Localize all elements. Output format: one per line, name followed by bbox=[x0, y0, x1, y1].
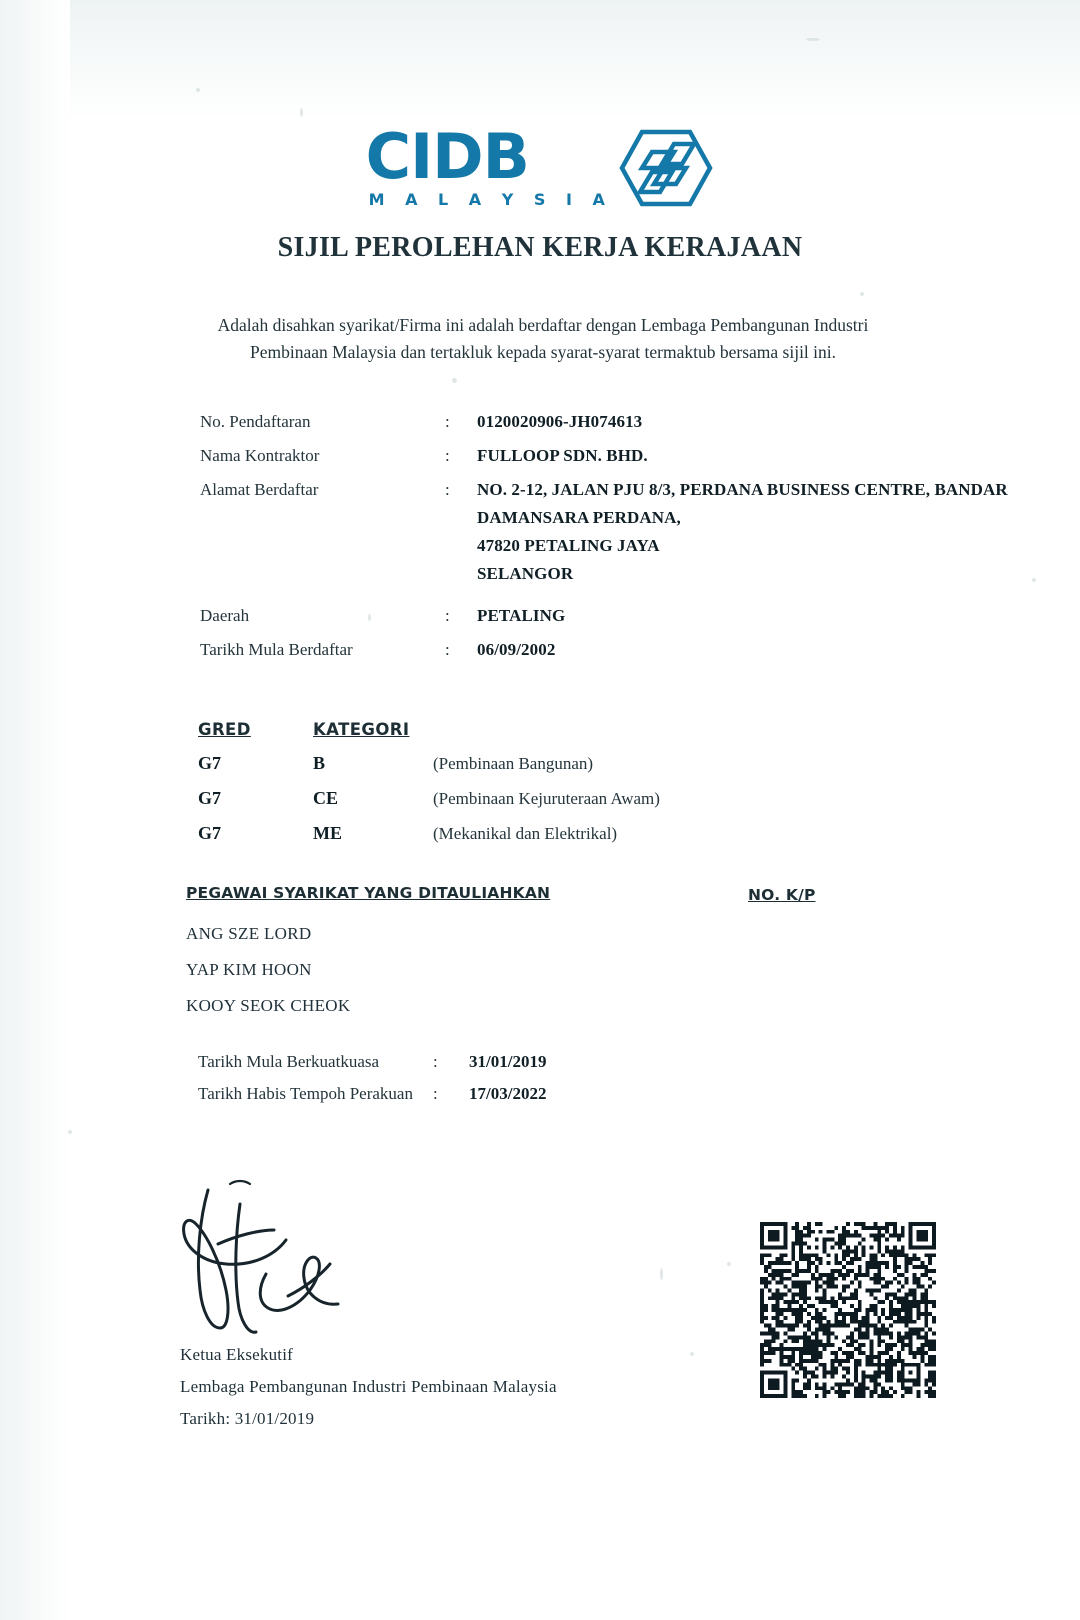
certificate-title: SIJIL PEROLEHAN KERJA KERAJAAN bbox=[277, 232, 803, 263]
cell-description: (Pembinaan Kejuruteraan Awam) bbox=[433, 789, 660, 808]
cell-gred: G7 bbox=[198, 788, 222, 808]
detail-colon: : bbox=[445, 480, 450, 499]
list-item: KOOY SEOK CHEOK bbox=[186, 996, 351, 1015]
detail-value-district: PETALING bbox=[477, 606, 566, 625]
scan-speck bbox=[300, 108, 303, 117]
cell-description: (Pembinaan Bangunan) bbox=[433, 754, 594, 773]
cell-gred: G7 bbox=[198, 753, 222, 773]
detail-value-contractor-name: FULLOOP SDN. BHD. bbox=[477, 446, 648, 465]
signature-date: Tarikh: 31/01/2019 bbox=[180, 1409, 315, 1428]
address-line: DAMANSARA PERDANA, bbox=[477, 508, 681, 527]
certificate-intro: Adalah disahkan syarikat/Firma ini adalah berdaftar dengan Lembaga Pembangunan Industri Pembinaan Malaysia dan tertakluk kepada syarat-syarat termaktub bersama sijil ini. bbox=[217, 315, 869, 362]
detail-row-nama-kontraktor bbox=[200, 444, 1010, 468]
column-header-gred: GRED bbox=[198, 720, 251, 739]
detail-label: Daerah bbox=[200, 606, 250, 625]
officers-heading: PEGAWAI SYARIKAT YANG DITAULIAHKAN bbox=[186, 884, 551, 902]
detail-value-address bbox=[477, 478, 1010, 590]
scan-speck bbox=[860, 292, 864, 296]
grade-table-header bbox=[198, 720, 898, 739]
cell-gred: G7 bbox=[198, 823, 222, 843]
scan-speck bbox=[660, 1268, 663, 1280]
signature-block bbox=[180, 1345, 800, 1441]
detail-row-tarikh-mula-berdaftar bbox=[200, 638, 1010, 662]
validity-section bbox=[198, 1052, 898, 1116]
detail-row-daerah bbox=[200, 604, 1010, 628]
detail-label: Alamat Berdaftar bbox=[200, 480, 319, 499]
logo-cidb-text: CIDB bbox=[365, 120, 529, 193]
detail-label: Tarikh Mula Berdaftar bbox=[200, 640, 353, 659]
cell-kategori: CE bbox=[313, 788, 339, 808]
address-line: 47820 PETALING JAYA bbox=[477, 536, 660, 555]
table-row bbox=[198, 823, 898, 844]
logo-wordmark bbox=[365, 120, 613, 210]
validity-value-effective-date: 31/01/2019 bbox=[469, 1052, 547, 1071]
detail-row-alamat-berdaftar bbox=[200, 478, 1010, 590]
scan-speck bbox=[806, 38, 820, 41]
validity-value-expiry-date: 17/03/2022 bbox=[469, 1084, 547, 1103]
scan-tint-top bbox=[0, 0, 1080, 120]
kp-column-heading: NO. K/P bbox=[748, 886, 816, 904]
authorised-officers-section bbox=[186, 884, 886, 1032]
validity-row-expiry-date bbox=[198, 1084, 898, 1104]
column-header-kategori: KATEGORI bbox=[313, 720, 410, 739]
validity-colon: : bbox=[433, 1052, 438, 1071]
list-item: ANG SZE LORD bbox=[186, 924, 312, 943]
handwritten-signature bbox=[170, 1178, 400, 1368]
cell-kategori: B bbox=[313, 753, 326, 773]
detail-label: No. Pendaftaran bbox=[200, 412, 311, 431]
cell-description: (Mekanikal dan Elektrikal) bbox=[433, 824, 618, 843]
scan-speck bbox=[727, 1262, 731, 1266]
registration-details bbox=[200, 410, 1010, 672]
detail-label: Nama Kontraktor bbox=[200, 446, 320, 465]
scan-speck bbox=[196, 88, 200, 92]
validity-row-effective-date bbox=[198, 1052, 898, 1072]
cell-kategori: ME bbox=[313, 823, 342, 843]
validity-label: Tarikh Mula Berkuatkuasa bbox=[198, 1052, 380, 1071]
detail-value-registration-number: 0120020906-JH074613 bbox=[477, 412, 643, 431]
table-row bbox=[198, 788, 898, 809]
qr-code bbox=[760, 1222, 936, 1398]
table-row bbox=[198, 753, 898, 774]
detail-colon: : bbox=[445, 446, 450, 465]
signatory-title: Ketua Eksekutif bbox=[180, 1345, 293, 1364]
detail-colon: : bbox=[445, 640, 450, 659]
address-line: SELANGOR bbox=[477, 564, 574, 583]
list-item: YAP KIM HOON bbox=[186, 960, 312, 979]
validity-colon: : bbox=[433, 1084, 438, 1103]
scan-speck bbox=[452, 378, 457, 383]
signatory-organisation: Lembaga Pembangunan Industri Pembinaan Malaysia bbox=[180, 1377, 557, 1396]
detail-colon: : bbox=[445, 412, 450, 431]
detail-row-no-pendaftaran bbox=[200, 410, 1010, 434]
detail-value-registration-date: 06/09/2002 bbox=[477, 640, 556, 659]
validity-label: Tarikh Habis Tempoh Perakuan bbox=[198, 1084, 413, 1103]
cidb-hexagon-h-icon bbox=[618, 128, 714, 213]
grade-category-table bbox=[198, 720, 898, 858]
scan-speck bbox=[68, 1130, 72, 1134]
address-line: NO. 2-12, JALAN PJU 8/3, PERDANA BUSINESS CENTRE, BANDAR bbox=[477, 480, 1008, 499]
detail-colon: : bbox=[445, 606, 450, 625]
logo-malaysia-text: M A L A Y S I A bbox=[368, 190, 613, 209]
cidb-logo bbox=[0, 120, 1080, 210]
scan-speck bbox=[1032, 578, 1036, 582]
